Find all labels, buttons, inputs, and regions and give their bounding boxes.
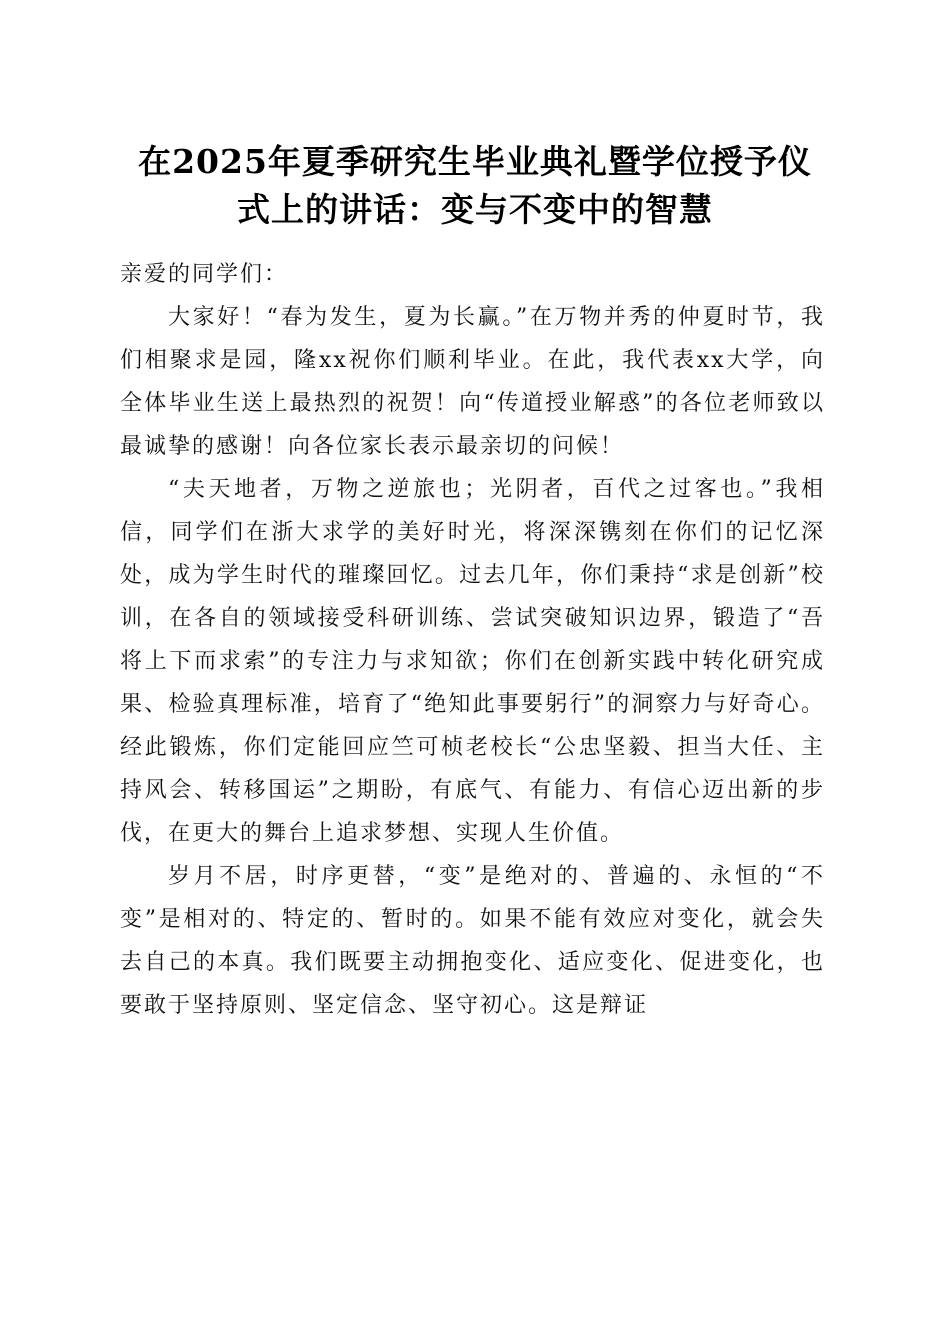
title-line-2: 式上的讲话：变与不变中的智慧 <box>237 190 713 229</box>
document-title <box>120 138 830 234</box>
salutation: 亲爱的同学们： <box>120 262 289 287</box>
paragraph-3: 岁月不居，时序更替，“变”是绝对的、普遍的、永恒的“不变”是相对的、特定的、暂时的。如果不能有效应对变化，就会失去自己的本真。我们既要主动拥抱变化、适应变化、促进变化，也要敢于坚持原则、坚定信念、坚守初心。这是辩证 <box>120 864 825 1018</box>
title-line-1: 在2025年夏季研究生毕业典礼暨学位授予仪 <box>138 142 812 181</box>
document-body <box>120 253 825 1027</box>
paragraph-1: 大家好！“春为发生，夏为长赢。”在万物并秀的仲夏时节，我们相聚求是园，隆xx祝你们顺利毕业。在此，我代表xx大学，向全体毕业生送上最热烈的祝贺！向“传道授业解惑”的各位老师致以最诚挚的感谢！向各位家长表示最亲切的问候！ <box>120 305 825 459</box>
paragraph-2: “夫天地者，万物之逆旅也；光阴者，百代之过客也。”我相信，同学们在浙大求学的美好时光，将深深镌刻在你们的记忆深处，成为学生时代的璀璨回忆。过去几年，你们秉持“求是创新”校训，在各自的领域接受科研训练、尝试突破知识边界，锻造了“吾将上下而求索”的专注力与求知欲；你们在创新实践中转化研究成果、检验真理标准，培育了“绝知此事要躬行”的洞察力与好奇心。经此锻炼，你们定能回应竺可桢老校长“公忠坚毅、担当大任、主持风会、转移国运”之期盼，有底气、有能力、有信心迈出新的步伐，在更大的舞台上追求梦想、实现人生价值。 <box>120 477 825 846</box>
